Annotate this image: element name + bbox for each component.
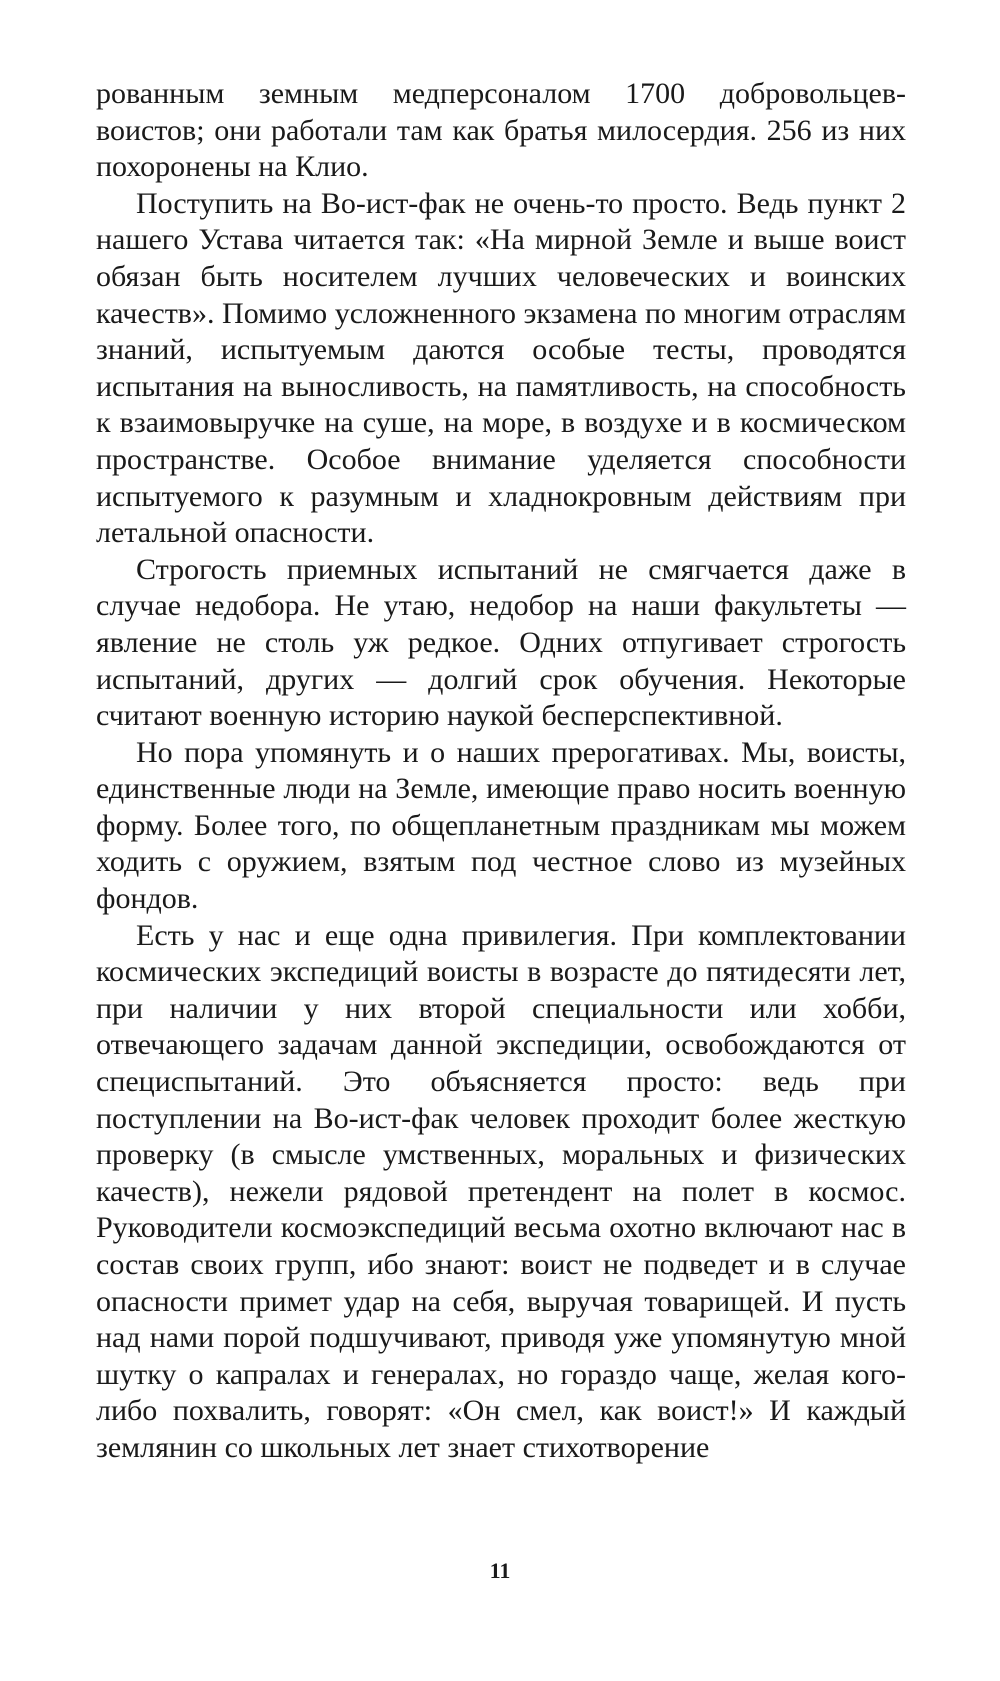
paragraph-admission: Поступить на Во-ист-фак не очень-то просто. Ведь пункт 2 нашего Устава читается так: «На мирной Земле и выше воист обязан быть носителем лучших человеческих и воинских качеств». Помимо усложненного экзамена по многим отраслям знаний, испытуемым даются особые тесты, проводятся испытания на выносливость, на памятливость, на способность к взаимовыручке на суше, на море, в воздухе и в космическом пространстве. Особое внимание уделяется способности испытуемого к разумным и хладнокровным действиям при летальной опасности.: [96, 186, 906, 550]
paragraph-prerogatives: Но пора упомянуть и о наших прерогативах. Мы, воисты, единственные люди на Земле, имеющие право носить военную форму. Более того, по общепланетным праздникам мы можем ходить с оружием, взятым под честное слово из музейных фондов.: [96, 735, 906, 916]
paragraph-strictness: Строгость приемных испытаний не смягчается даже в случае недобора. Не утаю, недобор на наши факультеты — явление не столь уж редкое. Одних отпугивает строгость испытаний, других — долгий срок обучения. Некоторые считают военную историю наукой бесперспективной.: [96, 552, 906, 733]
page-text-body: [96, 76, 906, 1467]
page-number: 11: [489, 1558, 511, 1583]
paragraph-privilege: Есть у нас и еще одна привилегия. При комплектовании космических экспедиций воисты в возрасте до пятидесяти лет, при наличии у них второй специальности или хобби, отвечающего задачам данной экспедиции, освобождаются от специспытаний. Это объясняется просто: ведь при поступлении на Во-ист-фак человек проходит более жесткую проверку (в смысле умственных, моральных и физических качеств), нежели рядовой претендент на полет в космос. Руководители космоэкспедиций весьма охотно включают нас в состав своих групп, ибо знают: воист не подведет и в случае опасности примет удар на себя, выручая товарищей. И пусть над нами порой подшучивают, приводя уже упомянутую мной шутку о капралах и генералах, но гораздо чаще, желая кого-либо похвалить, говорят: «Он смел, как воист!» И каждый землянин со школьных лет знает стихотворение: [96, 918, 906, 1464]
paragraph-continuation: рованным земным медперсоналом 1700 добровольцев-воистов; они работали там как братья милосердия. 256 из них похоронены на Клио.: [96, 77, 906, 184]
